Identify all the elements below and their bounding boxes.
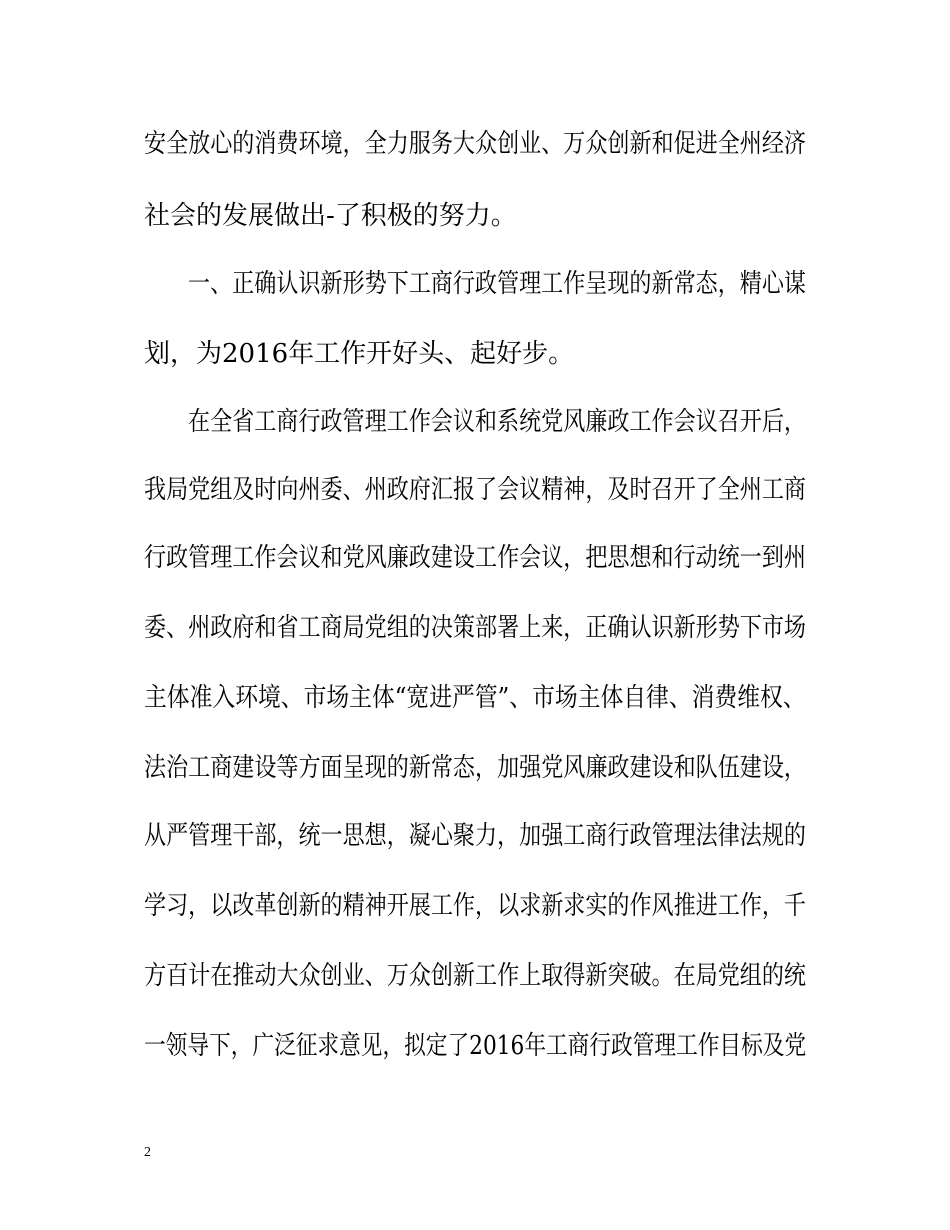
section-heading-line: 一、正确认识新形势下工商行政管理工作呈现的新常态，精心谋 — [188, 269, 807, 299]
text-line: 一领导下，广泛征求意见，拟定了2016年工商行政管理工作目标及党 — [144, 1031, 807, 1061]
text-line: 委、州政府和省工商局党组的决策部署上来，正确认识新形势下市场 — [144, 613, 807, 643]
text-line: 主体准入环境、市场主体“宽进严管”、市场主体自律、消费维权、 — [144, 683, 806, 713]
text-line: 行政管理工作会议和党风廉政建设工作会议，把思想和行动统一到州 — [144, 543, 807, 573]
text-line: 学习，以改革创新的精神开展工作，以求新求实的作风推进工作，千 — [144, 891, 807, 921]
text-line: 法治工商建设等方面呈现的新常态，加强党风廉政建设和队伍建设， — [144, 753, 807, 783]
text-line: 方百计在推动大众创业、万众创新工作上取得新突破。在局党组的统 — [144, 961, 807, 991]
text-line: 安全放心的消费环境，全力服务大众创业、万众创新和促进全州经济 — [144, 129, 807, 159]
section-heading-line: 划，为2016年工作开好头、起好步。 — [144, 339, 575, 369]
text-line: 社会的发展做出-了积极的努力。 — [144, 201, 517, 231]
paragraph-first-line: 在全省工商行政管理工作会议和系统党风廉政工作会议召开后， — [188, 407, 807, 437]
page-number: 2 — [144, 1145, 151, 1160]
text-line: 我局党组及时向州委、州政府汇报了会议精神，及时召开了全州工商 — [144, 475, 807, 505]
text-line: 从严管理干部，统一思想，凝心聚力，加强工商行政管理法律法规的 — [144, 821, 807, 851]
